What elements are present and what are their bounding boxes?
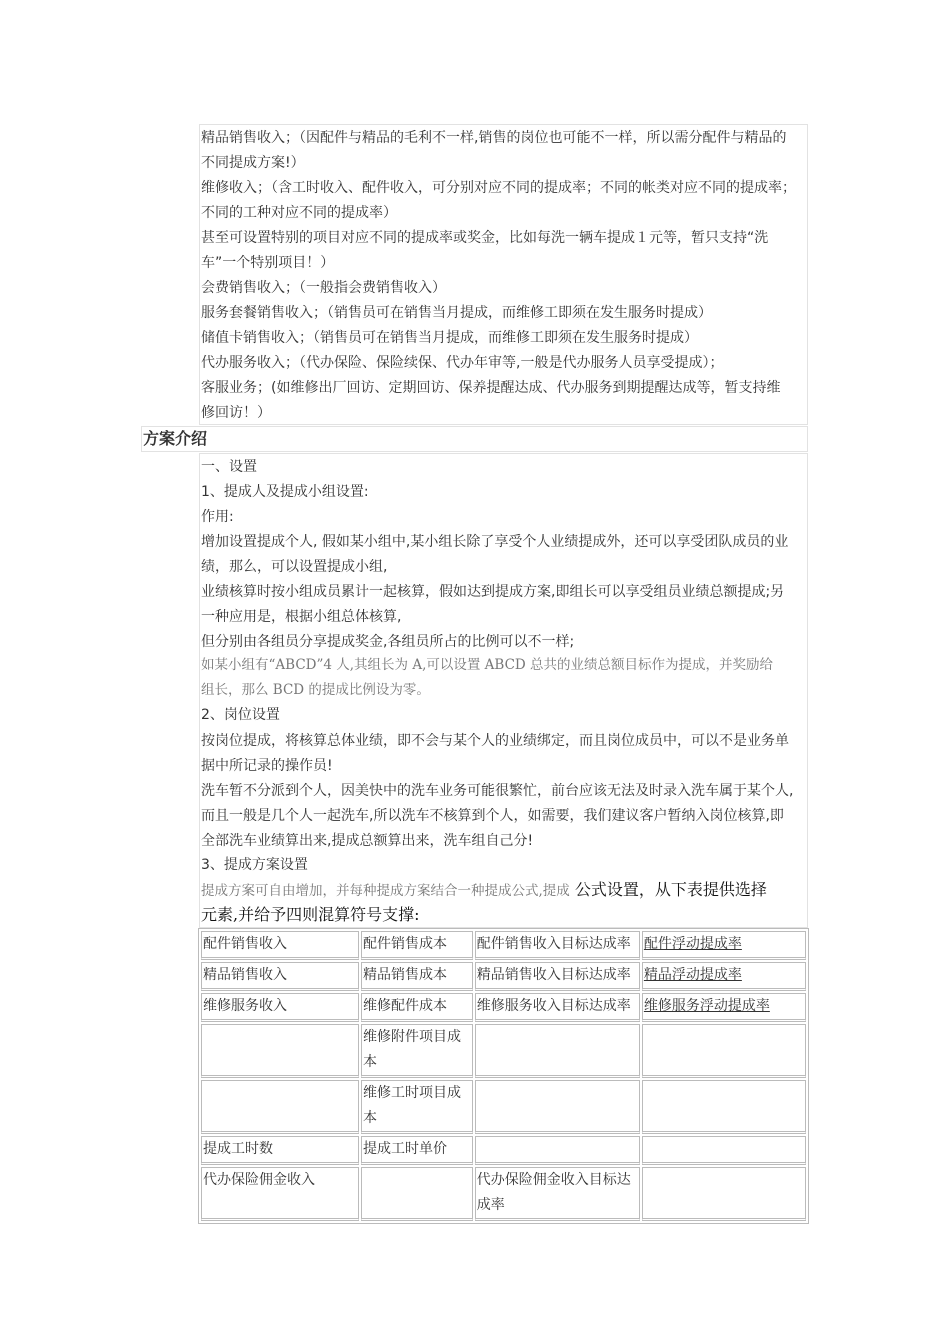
text-line: 精品销售收入；（因配件与精品的毛利不一样,销售的岗位也可能不一样，所以需分配件与精品的 [201, 130, 787, 146]
table-row [201, 962, 806, 991]
heading-box [141, 426, 808, 452]
table-cell [361, 1167, 473, 1221]
text-line: 按岗位提成，将核算总体业绩，即不会与某个人的业绩绑定，而且岗位成员中，可以不是业务单 [201, 733, 789, 749]
table-cell: 维修服务收入目标达成率 [475, 993, 640, 1022]
text-line: 服务套餐销售收入；（销售员可在销售当月提成，而维修工即须在发生服务时提成） [201, 305, 712, 321]
text-line: 甚至可设置特别的项目对应不同的提成率或奖金，比如每洗一辆车提成１元等，暂只支持“洗 [201, 230, 769, 246]
text-line: 会费销售收入；（一般指会费销售收入） [201, 280, 446, 296]
text-line: 绩，那么，可以设置提成小组, [201, 559, 388, 575]
table-cell: 精品销售收入目标达成率 [475, 962, 640, 991]
table-cell-link[interactable]: 精品浮动提成率 [642, 962, 806, 991]
table-cell [642, 1080, 806, 1134]
table-cell: 配件销售收入目标达成率 [475, 931, 640, 960]
formula-text-small: 提成方案可自由增加，并每种提成方案结合一种提成公式,提成 [201, 883, 570, 899]
table-cell [475, 1080, 640, 1134]
table-cell: 维修服务收入 [201, 993, 359, 1022]
text-line: 3、提成方案设置 [201, 857, 308, 873]
text-line: 组长，那么 BCD 的提成比例设为零。 [201, 682, 430, 698]
text-line: 2、岗位设置 [201, 707, 280, 723]
text-line: 修回访！） [201, 405, 271, 421]
text-line: 但分别由各组员分享提成奖金,各组员所占的比例可以不一样; [201, 634, 575, 650]
table-cell: 精品销售成本 [361, 962, 473, 991]
table-cell: 提成工时数 [201, 1136, 359, 1165]
table-cell: 代办保险佣金收入 [201, 1167, 359, 1221]
table-cell: 提成工时单价 [361, 1136, 473, 1165]
table-cell-link[interactable]: 配件浮动提成率 [642, 931, 806, 960]
table-row [201, 1080, 806, 1134]
formula-text-large: 公式设置，从下表提供选择 [569, 880, 767, 899]
text-line: 车”一个特别项目！） [201, 255, 335, 271]
text-line: 维修收入；（含工时收入、配件收入，可分别对应不同的提成率；不同的帐类对应不同的提成率； [201, 180, 796, 196]
formula-line [201, 876, 767, 905]
table-row [201, 931, 806, 960]
text-line: 作用: [201, 509, 234, 525]
text-line: 洗车暂不分派到个人，因美快中的洗车业务可能很繁忙，前台应该无法及时录入洗车属于某个人, [201, 783, 794, 799]
table-cell-link[interactable]: 维修服务浮动提成率 [642, 993, 806, 1022]
table-row [201, 1024, 806, 1078]
text-line: 1、提成人及提成小组设置: [201, 484, 369, 500]
table-cell [475, 1024, 640, 1078]
table-cell [201, 1024, 359, 1078]
text-line: 客服业务；(如维修出厂回访、定期回访、保养提醒达成、代办服务到期提醒达成等，暂支持维 [201, 380, 781, 396]
text-line: 据中所记录的操作员! [201, 758, 333, 774]
text-line: 一种应用是，根据小组总体核算, [201, 609, 402, 625]
table-cell [642, 1024, 806, 1078]
table-row [201, 1167, 806, 1221]
table-cell: 精品销售收入 [201, 962, 359, 991]
table-cell: 代办保险佣金收入目标达成率 [475, 1167, 640, 1221]
text-line: 一、设置 [201, 459, 257, 475]
text-line: 储值卡销售收入；（销售员可在销售当月提成，而维修工即须在发生服务时提成） [201, 330, 698, 346]
formula-elements-table [198, 928, 809, 1224]
table-cell: 维修工时项目成本 [361, 1080, 473, 1134]
text-line: 如某小组有“ABCD”4 人,其组长为 A,可以设置 ABCD 总共的业绩总额目标作为提成，并奖励给 [201, 657, 774, 673]
text-line: 而且一般是几个人一起洗车,所以洗车不核算到个人，如需要，我们建议客户暂纳入岗位核算,即 [201, 808, 784, 824]
table-row [201, 1136, 806, 1165]
text-line: 不同提成方案!） [201, 155, 305, 171]
table-cell: 配件销售成本 [361, 931, 473, 960]
text-line: 增加设置提成个人, 假如某小组中,某小组长除了享受个人业绩提成外，还可以享受团队成员的业 [201, 534, 789, 550]
table-cell: 维修配件成本 [361, 993, 473, 1022]
text-line: 业绩核算时按小组成员累计一起核算，假如达到提成方案,即组长可以享受组员业绩总额提成;另 [201, 584, 785, 600]
table-row [201, 993, 806, 1022]
text-line: 全部洗车业绩算出来,提成总额算出来，洗车组自己分! [201, 833, 534, 849]
table-cell [201, 1080, 359, 1134]
formula-line: 元素,并给予四则混算符号支撑: [201, 905, 420, 924]
text-line: 不同的工种对应不同的提成率） [201, 205, 397, 221]
table-cell [475, 1136, 640, 1165]
section-heading: 方案介绍 [143, 429, 208, 448]
table-cell: 配件销售收入 [201, 931, 359, 960]
table-cell: 维修附件项目成本 [361, 1024, 473, 1078]
text-line: 代办服务收入；（代办保险、保险续保、代办年审等,一般是代办服务人员享受提成）； [201, 355, 724, 371]
table-cell [642, 1167, 806, 1221]
table-cell [642, 1136, 806, 1165]
